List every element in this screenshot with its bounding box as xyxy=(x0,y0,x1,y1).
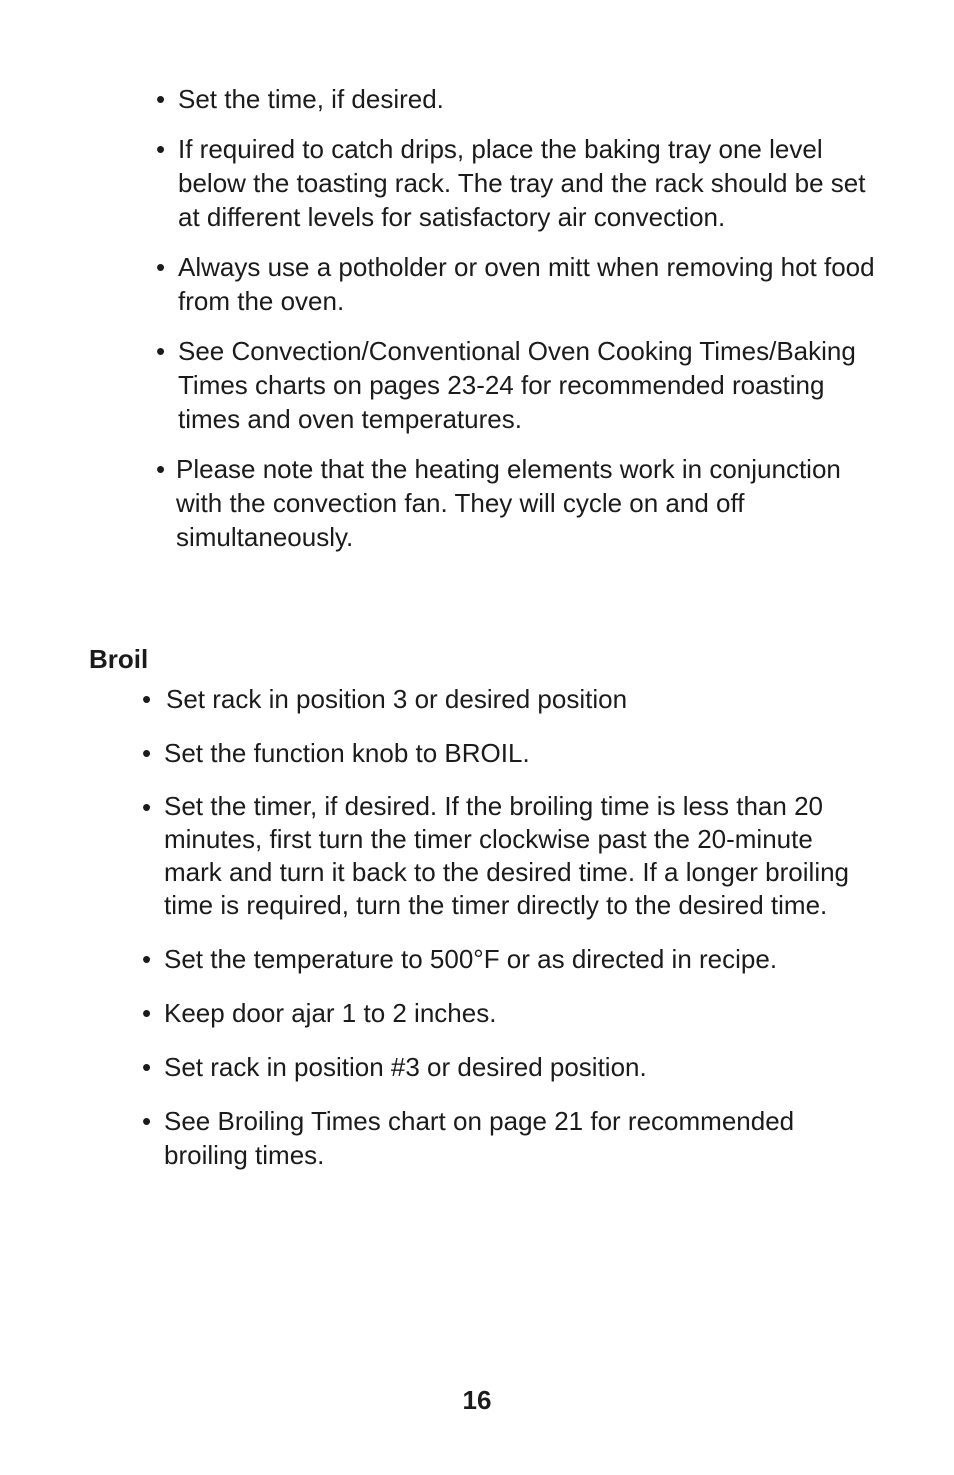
list-item-text: Set the function knob to BROIL. xyxy=(164,738,530,768)
list-item-text: Keep door ajar 1 to 2 inches. xyxy=(164,998,497,1028)
list-item xyxy=(142,1050,862,1084)
bullet-icon: • xyxy=(142,684,152,714)
list-item-text: If required to catch drips, place the baking tray one level below the toasting rack. The tray and the rack should be set at different levels for satisfactory air convection. xyxy=(178,134,866,232)
list-item xyxy=(142,942,862,976)
list-item-text: Set rack in position #3 or desired position. xyxy=(164,1052,647,1082)
list-item-text: Set rack in position 3 or desired position xyxy=(166,684,628,714)
bullet-icon: • xyxy=(156,454,166,484)
list-item xyxy=(156,250,876,318)
list-item-text: Set the temperature to 500°F or as directed in recipe. xyxy=(164,944,778,974)
bullet-icon: • xyxy=(142,792,152,822)
list-item xyxy=(142,736,862,770)
bullet-icon: • xyxy=(156,134,166,164)
list-item xyxy=(156,132,876,234)
list-item-text: See Convection/Conventional Oven Cooking Times/Baking Times charts on pages 23-24 for recommended roasting times and oven temperatures. xyxy=(178,336,856,434)
broil-steps-list xyxy=(142,682,862,1192)
oven-tips-list xyxy=(156,82,876,570)
bullet-icon: • xyxy=(142,1052,152,1082)
bullet-icon: • xyxy=(156,336,166,366)
list-item xyxy=(142,1104,862,1172)
bullet-icon: • xyxy=(142,738,152,768)
list-item xyxy=(156,82,876,116)
list-item-text: See Broiling Times chart on page 21 for recommended broiling times. xyxy=(164,1106,795,1170)
page-number: 16 xyxy=(462,1385,492,1415)
list-item xyxy=(156,452,876,554)
list-item xyxy=(142,996,862,1030)
bullet-icon: • xyxy=(156,84,166,114)
section-heading-broil: Broil xyxy=(89,644,149,674)
list-item-text: Set the timer, if desired. If the broiling time is less than 20 minutes, first turn the timer clockwise past the 20-minute mark and turn it back to the desired time. If a longer broiling time is required, turn the timer directly to the desired time. xyxy=(164,791,850,920)
bullet-icon: • xyxy=(142,944,152,974)
list-item-text: Please note that the heating elements work in conjunction with the convection fan. They will cycle on and off simultaneously. xyxy=(176,454,841,552)
list-item xyxy=(142,790,862,922)
bullet-icon: • xyxy=(142,998,152,1028)
list-item xyxy=(142,682,862,716)
bullet-icon: • xyxy=(156,252,166,282)
list-item xyxy=(156,334,876,436)
bullet-icon: • xyxy=(142,1106,152,1136)
list-item-text: Set the time, if desired. xyxy=(178,84,444,114)
list-item-text: Always use a potholder or oven mitt when removing hot food from the oven. xyxy=(178,252,875,316)
